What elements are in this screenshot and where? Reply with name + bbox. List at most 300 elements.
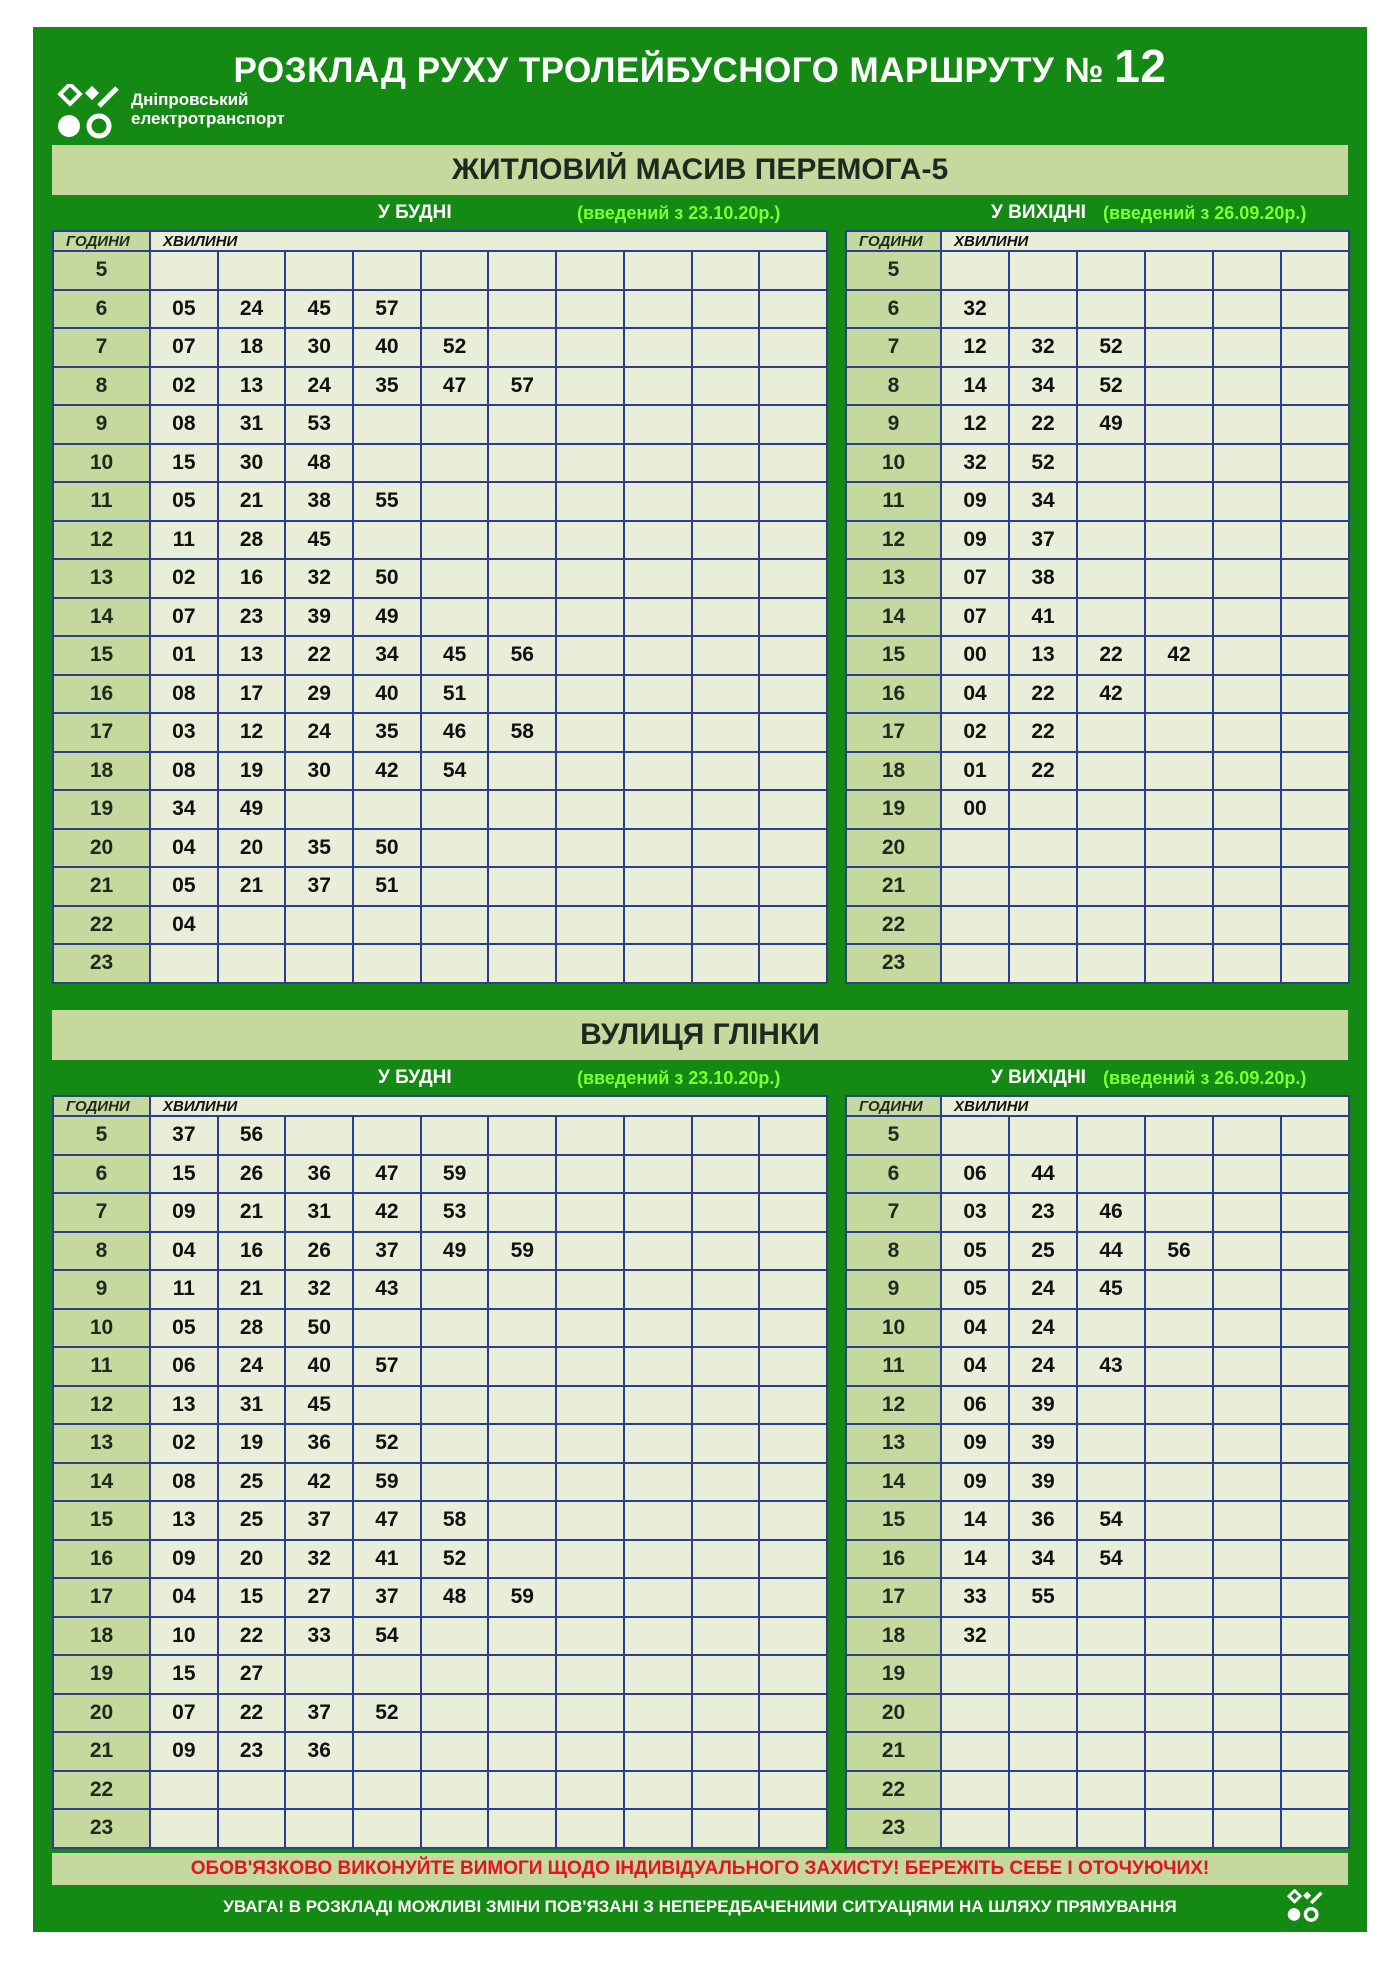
hour-cell: 23: [846, 944, 941, 983]
hour-cell: 11: [846, 1347, 941, 1386]
minute-cell: 33: [941, 1578, 1009, 1617]
logo-text: [131, 90, 285, 128]
minute-cell: [1009, 1617, 1077, 1656]
table-row: [53, 1694, 827, 1733]
minute-cell: [1281, 1732, 1349, 1771]
hour-cell: 22: [846, 1771, 941, 1810]
hour-cell: 21: [846, 867, 941, 906]
hour-cell: 12: [846, 1386, 941, 1425]
minute-cell: [624, 790, 692, 829]
minute-cell: 25: [218, 1463, 286, 1502]
minute-cell: [1213, 482, 1281, 521]
minute-cell: [1077, 1386, 1145, 1425]
minute-cell: [556, 829, 624, 868]
minute-cell: 08: [150, 752, 218, 791]
table-row: [53, 1193, 827, 1232]
minute-cell: 26: [285, 1232, 353, 1271]
minute-cell: [1009, 829, 1077, 868]
minute-cell: [624, 675, 692, 714]
minute-cell: [421, 444, 489, 483]
minute-cell: [285, 1655, 353, 1694]
minute-cell: [556, 1193, 624, 1232]
minute-cell: [624, 405, 692, 444]
table-row: [53, 636, 827, 675]
minute-cell: [421, 290, 489, 329]
minute-cell: [1145, 1655, 1213, 1694]
minute-cell: 04: [941, 1347, 1009, 1386]
hour-cell: 15: [53, 1501, 150, 1540]
minute-cell: 54: [1077, 1501, 1145, 1540]
minute-cell: [488, 1655, 556, 1694]
weekend-date-2: (введений з 26.09.20р.): [1103, 1068, 1307, 1088]
minute-cell: [1077, 1463, 1145, 1502]
minute-cell: 02: [150, 367, 218, 406]
minute-cell: [488, 944, 556, 983]
minute-cell: [692, 1617, 760, 1656]
minute-cell: [1281, 251, 1349, 290]
minute-cell: [556, 1694, 624, 1733]
minute-cell: [759, 1809, 827, 1848]
minute-cell: [1213, 1655, 1281, 1694]
hour-cell: 20: [846, 829, 941, 868]
minute-cell: 46: [421, 713, 489, 752]
minute-cell: [488, 1309, 556, 1348]
minute-cell: [488, 1694, 556, 1733]
weekday-timetable-2: [52, 1095, 828, 1849]
dnipro-electrotransport-logo-icon: [55, 84, 125, 142]
minute-cell: [692, 1732, 760, 1771]
minute-cell: 25: [1009, 1232, 1077, 1271]
hour-cell: 5: [846, 1116, 941, 1155]
minute-cell: 22: [218, 1694, 286, 1733]
minute-cell: [1077, 1309, 1145, 1348]
minute-cell: [759, 1771, 827, 1810]
minute-cell: 20: [218, 1540, 286, 1579]
minute-cell: [1281, 1347, 1349, 1386]
minute-cell: [421, 1617, 489, 1656]
minute-cell: [150, 1809, 218, 1848]
minute-cell: [759, 1694, 827, 1733]
minute-cell: 50: [353, 559, 421, 598]
minute-cell: 32: [941, 1617, 1009, 1656]
minute-cell: [353, 405, 421, 444]
minute-cell: 49: [421, 1232, 489, 1271]
minute-cell: 49: [218, 790, 286, 829]
minute-cell: [488, 1501, 556, 1540]
minute-cell: 15: [150, 444, 218, 483]
minute-cell: [759, 290, 827, 329]
minute-cell: [759, 444, 827, 483]
table-row: [53, 829, 827, 868]
minute-cell: 52: [421, 1540, 489, 1579]
minute-cell: [1145, 559, 1213, 598]
table-row: [846, 1463, 1349, 1502]
table-row: [846, 1424, 1349, 1463]
minute-cell: [941, 1655, 1009, 1694]
minute-cell: [353, 790, 421, 829]
minute-cell: [624, 713, 692, 752]
minute-cell: [692, 290, 760, 329]
hour-cell: 20: [846, 1694, 941, 1733]
hour-cell: 13: [846, 1424, 941, 1463]
minute-cell: 58: [421, 1501, 489, 1540]
minute-cell: 12: [941, 405, 1009, 444]
hour-cell: 17: [53, 713, 150, 752]
minute-cell: [421, 405, 489, 444]
safety-notice: ОБОВ'ЯЗКОВО ВИКОНУЙТЕ ВИМОГИ ЩОДО ІНДИВІДУАЛЬНОГО ЗАХИСТУ! БЕРЕЖІТЬ СЕБЕ І ОТОЧУЮЧИХ!: [52, 1853, 1348, 1885]
minute-cell: 42: [353, 752, 421, 791]
minute-cell: 16: [218, 559, 286, 598]
minute-cell: 05: [941, 1270, 1009, 1309]
minute-cell: [1077, 521, 1145, 560]
hour-cell: 6: [53, 290, 150, 329]
minute-cell: 34: [150, 790, 218, 829]
minute-cell: 08: [150, 405, 218, 444]
minute-cell: 47: [353, 1155, 421, 1194]
table-row: [53, 1540, 827, 1579]
minute-cell: 32: [285, 1270, 353, 1309]
minute-cell: [421, 829, 489, 868]
minute-cell: [624, 1732, 692, 1771]
minute-cell: [1281, 1771, 1349, 1810]
minute-cell: [1213, 713, 1281, 752]
minute-cell: 01: [150, 636, 218, 675]
logo-line-1: Дніпровський: [131, 90, 249, 109]
minute-cell: [1213, 251, 1281, 290]
minute-cell: 30: [218, 444, 286, 483]
minute-cell: [556, 1501, 624, 1540]
minute-cell: [1281, 1578, 1349, 1617]
minute-cell: [353, 251, 421, 290]
table-row: [53, 1463, 827, 1502]
minute-cell: 32: [285, 559, 353, 598]
minute-cell: [1145, 290, 1213, 329]
minute-cell: [1281, 559, 1349, 598]
minute-cell: [1213, 1501, 1281, 1540]
minute-cell: [218, 944, 286, 983]
minute-cell: [1009, 867, 1077, 906]
table-row: [53, 1270, 827, 1309]
table-row: [53, 444, 827, 483]
table-row: [53, 1309, 827, 1348]
minute-cell: 04: [150, 1578, 218, 1617]
minute-cell: [556, 328, 624, 367]
minute-cell: [1213, 1617, 1281, 1656]
table-row: [846, 251, 1349, 290]
minute-cell: [353, 1771, 421, 1810]
table-row: [53, 405, 827, 444]
minute-cell: [1213, 1694, 1281, 1733]
minute-cell: [1213, 675, 1281, 714]
hour-cell: 14: [846, 598, 941, 637]
minute-cell: [692, 1386, 760, 1425]
weekday-label-1: У БУДНІ: [378, 202, 452, 223]
table-row: [846, 1771, 1349, 1810]
minute-cell: [1145, 790, 1213, 829]
minute-cell: [759, 713, 827, 752]
minute-cell: 00: [941, 636, 1009, 675]
minute-cell: [488, 1424, 556, 1463]
minute-cell: [421, 1809, 489, 1848]
minute-cell: [556, 790, 624, 829]
minute-cell: 56: [488, 636, 556, 675]
minute-cell: 45: [285, 1386, 353, 1425]
minute-cell: [759, 251, 827, 290]
hour-cell: 16: [53, 1540, 150, 1579]
minute-cell: 39: [285, 598, 353, 637]
minute-cell: [624, 1463, 692, 1502]
hour-cell: 6: [846, 290, 941, 329]
hour-cell: 8: [846, 1232, 941, 1271]
minute-cell: 45: [285, 521, 353, 560]
minute-cell: [421, 1463, 489, 1502]
minute-cell: [1077, 1116, 1145, 1155]
table-row: [53, 1732, 827, 1771]
hour-cell: 21: [846, 1732, 941, 1771]
minute-cell: [1009, 290, 1077, 329]
minute-cell: 12: [218, 713, 286, 752]
minute-cell: 22: [285, 636, 353, 675]
minute-cell: [488, 251, 556, 290]
minute-cell: 23: [218, 1732, 286, 1771]
minute-cell: [692, 1463, 760, 1502]
minute-cell: 40: [353, 675, 421, 714]
minute-cell: [556, 1270, 624, 1309]
table-row: [846, 1232, 1349, 1271]
minute-cell: [1281, 328, 1349, 367]
minute-cell: [353, 521, 421, 560]
minute-cell: [421, 1347, 489, 1386]
minute-cell: 54: [353, 1617, 421, 1656]
table-row: [846, 752, 1349, 791]
table-row: [53, 1771, 827, 1810]
minute-cell: [556, 1617, 624, 1656]
minute-cell: [624, 944, 692, 983]
minute-cell: 34: [353, 636, 421, 675]
minute-cell: [1213, 1270, 1281, 1309]
minute-cell: 21: [218, 482, 286, 521]
minute-cell: [759, 1347, 827, 1386]
minute-cell: [759, 1463, 827, 1502]
table-row: [53, 1655, 827, 1694]
minute-cell: [1145, 1463, 1213, 1502]
minute-cell: 43: [1077, 1347, 1145, 1386]
minute-cell: [941, 1694, 1009, 1733]
minute-cell: 04: [150, 1232, 218, 1271]
minute-cell: 24: [1009, 1309, 1077, 1348]
minute-cell: [488, 482, 556, 521]
minute-cell: [1077, 290, 1145, 329]
table-header-row: [846, 231, 1349, 251]
minute-cell: [1077, 1694, 1145, 1733]
minute-cell: 49: [353, 598, 421, 637]
minute-cell: [1281, 675, 1349, 714]
minute-cell: 04: [150, 829, 218, 868]
minute-cell: [759, 1270, 827, 1309]
minute-cell: [759, 1578, 827, 1617]
hour-cell: 8: [53, 367, 150, 406]
minute-cell: [556, 1540, 624, 1579]
minute-cell: [624, 829, 692, 868]
table-row: [846, 1694, 1349, 1733]
minute-cell: [1213, 1732, 1281, 1771]
minute-cell: [624, 636, 692, 675]
minute-cell: [218, 251, 286, 290]
minute-cell: [692, 713, 760, 752]
minute-cell: [1009, 1771, 1077, 1810]
minute-cell: [488, 521, 556, 560]
minute-cell: [692, 790, 760, 829]
table-row: [846, 944, 1349, 983]
minute-cell: [759, 675, 827, 714]
hour-cell: 14: [53, 598, 150, 637]
minute-cell: 32: [941, 444, 1009, 483]
minute-cell: [759, 521, 827, 560]
minute-cell: [488, 1270, 556, 1309]
minute-cell: [759, 1386, 827, 1425]
minute-cell: [624, 1501, 692, 1540]
minute-cell: [1145, 1155, 1213, 1194]
minute-cell: [556, 1155, 624, 1194]
minute-cell: [759, 367, 827, 406]
minute-cell: [1145, 1617, 1213, 1656]
minute-cell: [1077, 752, 1145, 791]
minute-cell: 55: [353, 482, 421, 521]
minute-cell: [421, 1424, 489, 1463]
table-row: [846, 829, 1349, 868]
minute-cell: [218, 906, 286, 945]
minute-cell: [624, 1809, 692, 1848]
minute-cell: 15: [150, 1155, 218, 1194]
minute-cell: 33: [285, 1617, 353, 1656]
table-row: [53, 713, 827, 752]
minute-cell: 07: [150, 328, 218, 367]
minute-cell: [488, 290, 556, 329]
minute-cell: [1077, 1732, 1145, 1771]
minute-cell: [624, 328, 692, 367]
minute-cell: 09: [941, 1424, 1009, 1463]
table-row: [53, 290, 827, 329]
minute-cell: 31: [285, 1193, 353, 1232]
minute-cell: 15: [218, 1578, 286, 1617]
logo-line-2: електротранспорт: [131, 109, 285, 128]
minute-cell: 32: [1009, 328, 1077, 367]
minute-cell: 13: [218, 367, 286, 406]
minute-cell: [624, 521, 692, 560]
minute-cell: [1145, 752, 1213, 791]
minute-cell: [421, 1655, 489, 1694]
minute-cell: [1145, 367, 1213, 406]
table-row: [53, 1155, 827, 1194]
minute-cell: [692, 906, 760, 945]
minute-cell: [353, 906, 421, 945]
table-row: [846, 1309, 1349, 1348]
hour-cell: 7: [53, 328, 150, 367]
minute-cell: [1009, 1809, 1077, 1848]
hour-cell: 19: [53, 1655, 150, 1694]
minute-cell: 42: [353, 1193, 421, 1232]
minute-cell: 47: [421, 367, 489, 406]
minute-cell: 09: [150, 1193, 218, 1232]
minute-cell: 36: [285, 1155, 353, 1194]
minute-cell: 09: [150, 1732, 218, 1771]
weekday-timetable-1: [52, 230, 828, 984]
hour-cell: 21: [53, 1732, 150, 1771]
minute-cell: [692, 1771, 760, 1810]
table-row: [53, 598, 827, 637]
minute-cell: [1145, 1501, 1213, 1540]
minute-cell: 12: [941, 328, 1009, 367]
minute-cell: 22: [1009, 675, 1077, 714]
weekend-timetable-1: [845, 230, 1350, 984]
minute-cell: [1077, 482, 1145, 521]
hour-cell: 22: [53, 906, 150, 945]
minute-cell: [1213, 1309, 1281, 1348]
minute-cell: [1077, 1655, 1145, 1694]
minute-cell: 51: [421, 675, 489, 714]
minute-cell: [941, 944, 1009, 983]
minute-cell: [692, 367, 760, 406]
minute-cell: 53: [285, 405, 353, 444]
minute-cell: 37: [285, 1501, 353, 1540]
minute-cell: [1077, 944, 1145, 983]
minute-cell: 22: [218, 1617, 286, 1656]
minute-cell: [1281, 1116, 1349, 1155]
hour-cell: 17: [846, 1578, 941, 1617]
table-row: [846, 1809, 1349, 1848]
hour-cell: 8: [53, 1232, 150, 1271]
minute-cell: [1213, 405, 1281, 444]
minute-cell: 59: [488, 1578, 556, 1617]
minute-cell: [556, 1386, 624, 1425]
minute-cell: [1213, 1424, 1281, 1463]
minute-cell: 52: [353, 1694, 421, 1733]
minute-cell: 40: [285, 1347, 353, 1386]
minute-cell: [285, 1771, 353, 1810]
hour-cell: 23: [53, 1809, 150, 1848]
minute-cell: [1213, 906, 1281, 945]
minute-cell: [1213, 598, 1281, 637]
minute-cell: [1077, 906, 1145, 945]
minute-cell: [556, 290, 624, 329]
minute-cell: [692, 1232, 760, 1271]
minute-cell: 44: [1009, 1155, 1077, 1194]
minute-cell: [285, 790, 353, 829]
minute-cell: 45: [421, 636, 489, 675]
minute-cell: [624, 1232, 692, 1271]
minute-cell: [1213, 1809, 1281, 1848]
minute-cell: 59: [488, 1232, 556, 1271]
section-title-2: ВУЛИЦЯ ГЛІНКИ: [52, 1010, 1348, 1060]
table-row: [53, 675, 827, 714]
minute-cell: [1213, 521, 1281, 560]
hour-cell: 5: [53, 1116, 150, 1155]
minute-cell: [556, 1655, 624, 1694]
minute-cell: 07: [150, 598, 218, 637]
minute-cell: 23: [1009, 1193, 1077, 1232]
minute-cell: [1281, 405, 1349, 444]
minute-cell: [285, 1116, 353, 1155]
hour-cell: 11: [53, 482, 150, 521]
minute-cell: [488, 906, 556, 945]
minute-cell: 43: [353, 1270, 421, 1309]
minute-cell: 27: [285, 1578, 353, 1617]
minute-cell: [556, 598, 624, 637]
minute-cell: 37: [353, 1232, 421, 1271]
minute-cell: 11: [150, 521, 218, 560]
minute-cell: [421, 790, 489, 829]
minute-cell: 30: [285, 328, 353, 367]
